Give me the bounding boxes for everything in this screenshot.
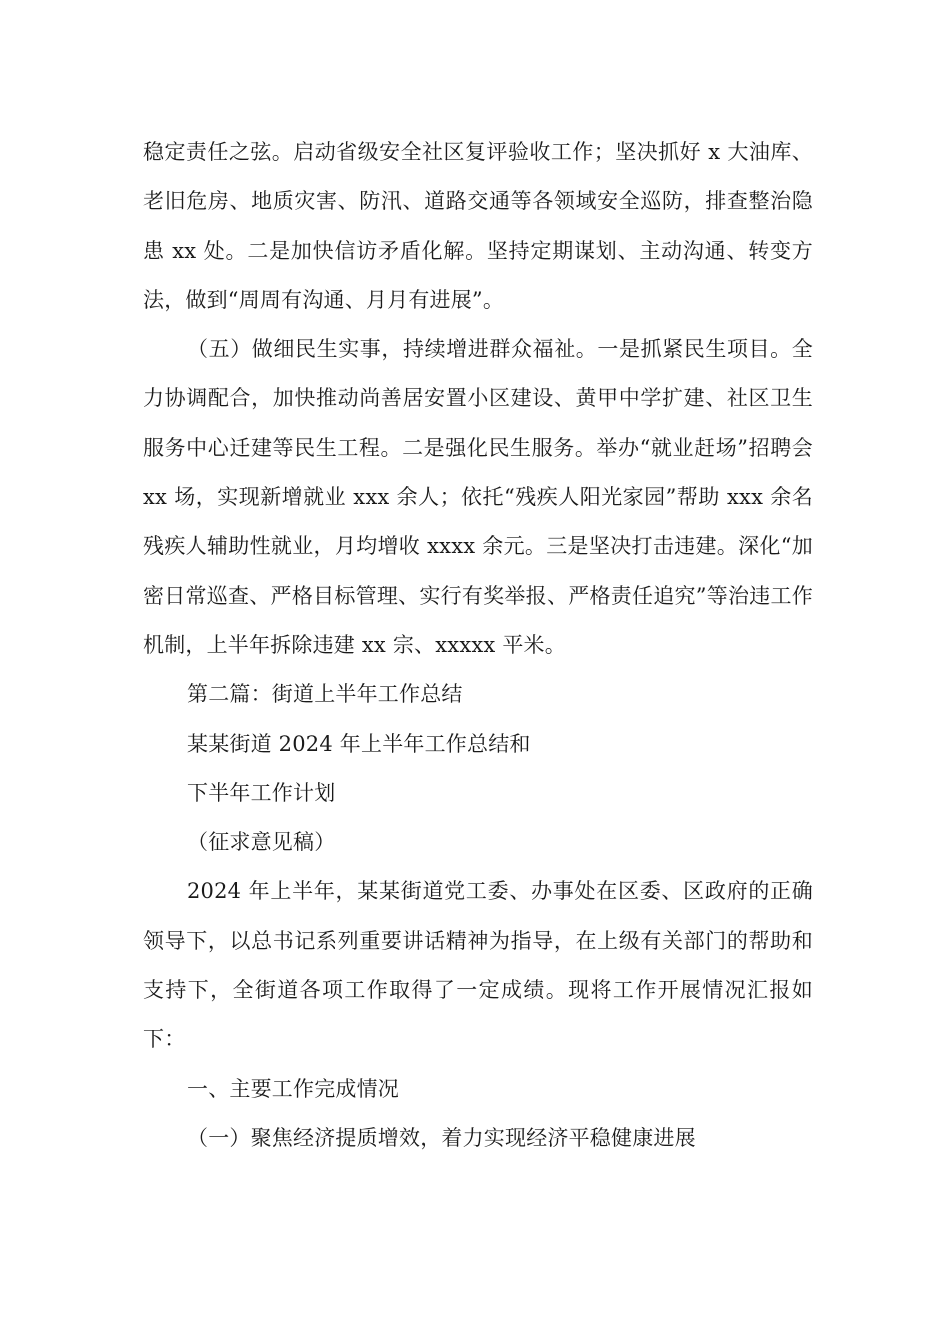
- paragraph-intro: 2024 年上半年，某某街道党工委、办事处在区委、区政府的正确领导下，以总书记系列重要讲话精神为指导，在上级有关部门的帮助和支持下，全街道各项工作取得了一定成绩。现将工作开展情况汇报如下：: [143, 879, 813, 1052]
- article-heading: 第二篇：街道上半年工作总结: [187, 682, 463, 707]
- draft-note: （征求意见稿）: [187, 830, 336, 855]
- paragraph-continuation: 稳定责任之弦。启动省级安全社区复评验收工作；坚决抓好 x 大油库、老旧危房、地质灾害、防汛、道路交通等各领域安全巡防，排查整治隐患 xx 处。二是加快信访矛盾化解。坚持定期谋划、主动沟通、转变方法，做到“周周有沟通、月月有进展”。: [143, 140, 813, 312]
- document-body: [143, 128, 813, 1163]
- section-heading: 一、主要工作完成情况: [187, 1076, 399, 1101]
- subsection-heading: （一）聚焦经济提质增效，着力实现经济平稳健康进展: [187, 1125, 696, 1150]
- paragraph-livelihood: （五）做细民生实事，持续增进群众福祉。一是抓紧民生项目。全力协调配合，加快推动尚善居安置小区建设、黄甲中学扩建、社区卫生服务中心迁建等民生工程。二是强化民生服务。举办“就业赶场”招聘会 xx 场，实现新增就业 xxx 余人；依托“残疾人阳光家园”帮助 xxx 余名残疾人辅助性就业，月均增收 xxxx 余元。三是坚决打击违建。深化“加密日常巡查、严格目标管理、实行有奖举报、严格责任追究”等治违工作机制，上半年拆除违建 xx 宗、xxxxx 平米。: [143, 337, 813, 657]
- report-title-line-2: 下半年工作计划: [187, 780, 336, 805]
- report-title-line-1: 某某街道 2024 年上半年工作总结和: [187, 731, 531, 756]
